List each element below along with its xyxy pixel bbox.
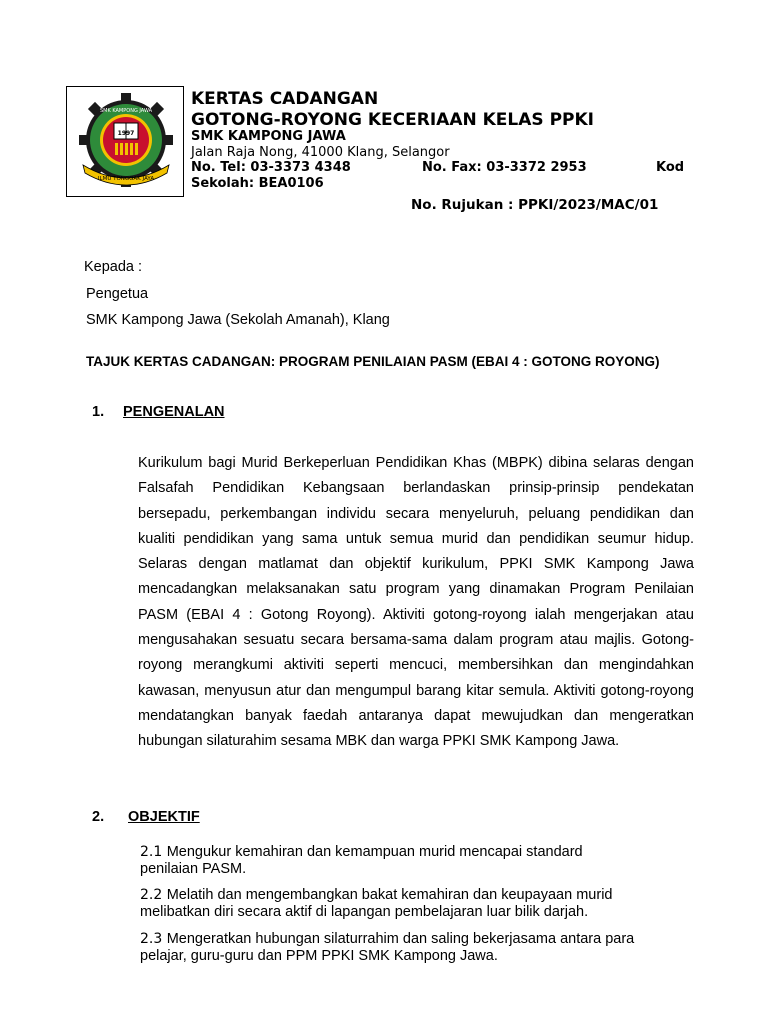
- school-logo-frame: [66, 86, 184, 197]
- reference-number: No. Rujukan : PPKI/2023/MAC/01: [411, 197, 659, 213]
- objective-item: [140, 887, 700, 921]
- objective-text-line2: penilaian PASM.: [140, 861, 247, 877]
- logo-year: 1997: [117, 130, 135, 137]
- objective-number: 2.3: [140, 931, 163, 947]
- section-2-title: OBJEKTIF: [128, 809, 200, 825]
- objective-text-line2: pelajar, guru-guru dan PPM PPKI SMK Kampong Jawa.: [140, 948, 498, 964]
- objective-item: [140, 844, 700, 878]
- objective-number: 2.1: [140, 844, 163, 860]
- school-code: Sekolah: BEA0106: [191, 176, 324, 191]
- objective-text-line1: Melatih dan mengembangkan bakat kemahiran dan keupayaan murid: [166, 887, 613, 903]
- section-1-body: Kurikulum bagi Murid Berkeperluan Pendidikan Khas (MBPK) dibina selaras dengan Falsafah Pendidikan Kebangsaan berlandaskan prinsip-prinsip pendekatan bersepadu, perkembangan individu secara menyeluruh, peluang pendidikan dan kualiti pendidikan yang sama untuk semua murid dan pendidikan seumur hidup. Selaras dengan matlamat dan objektif kurikulum, PPKI SMK Kampong Jawa mencadangkan melaksanakan satu program yang dinamakan Program Penilaian PASM (EBAI 4 : Gotong Royong). Aktiviti gotong-royong ialah mengerjakan atau mengusahakan sesuatu secara bersama-sama dalam program atau majlis. Gotong-royong merangkumi aktiviti seperti mencuci, membersihkan dan mengindahkan kawasan, menyusun atur dan mengumpul barang kitar semula. Aktiviti gotong-royong mendatangkan banyak faedah antaranya dapat mewujudkan dan mengeratkan hubungan silaturahim sesama MBK dan warga PPKI SMK Kampong Jawa.: [138, 455, 694, 750]
- objective-number: 2.2: [140, 887, 163, 903]
- school-address: Jalan Raja Nong, 41000 Klang, Selangor: [191, 145, 450, 160]
- recipient-position: Pengetua: [86, 286, 149, 302]
- recipient-school: SMK Kampong Jawa (Sekolah Amanah), Klang: [86, 312, 390, 328]
- school-fax: No. Fax: 03-3372 2953: [422, 160, 587, 175]
- school-name: SMK KAMPONG JAWA: [191, 129, 346, 144]
- objective-text-line1: Mengukur kemahiran dan kemampuan murid mencapai standard: [166, 844, 583, 860]
- school-crest-logo: [77, 91, 175, 191]
- document-title: KERTAS CADANGAN: [191, 89, 379, 109]
- section-1-title: PENGENALAN: [123, 404, 225, 420]
- objective-text-line1: Mengeratkan hubungan silaturrahim dan saling bekerjasama antara para: [166, 931, 635, 947]
- document-subtitle: GOTONG-ROYONG KECERIAAN KELAS PPKI: [191, 110, 594, 130]
- school-code-label: Kod: [656, 160, 685, 175]
- logo-banner-text: ILMU TONGGAK JAYA: [97, 176, 155, 182]
- proposal-title: TAJUK KERTAS CADANGAN: PROGRAM PENILAIAN PASM (EBAI 4 : GOTONG ROYONG): [86, 354, 660, 369]
- school-telephone: No. Tel: 03-3373 4348: [191, 160, 351, 175]
- objective-text-line2: melibatkan diri secara aktif di lapangan pembelajaran luar bilik darjah.: [140, 904, 589, 920]
- recipient-label: Kepada :: [84, 259, 143, 275]
- logo-ring-text: SMK KAMPONG JAWA: [99, 108, 153, 114]
- section-2-number: 2.: [92, 809, 105, 825]
- objective-item: [140, 931, 700, 965]
- section-1-number: 1.: [92, 404, 105, 420]
